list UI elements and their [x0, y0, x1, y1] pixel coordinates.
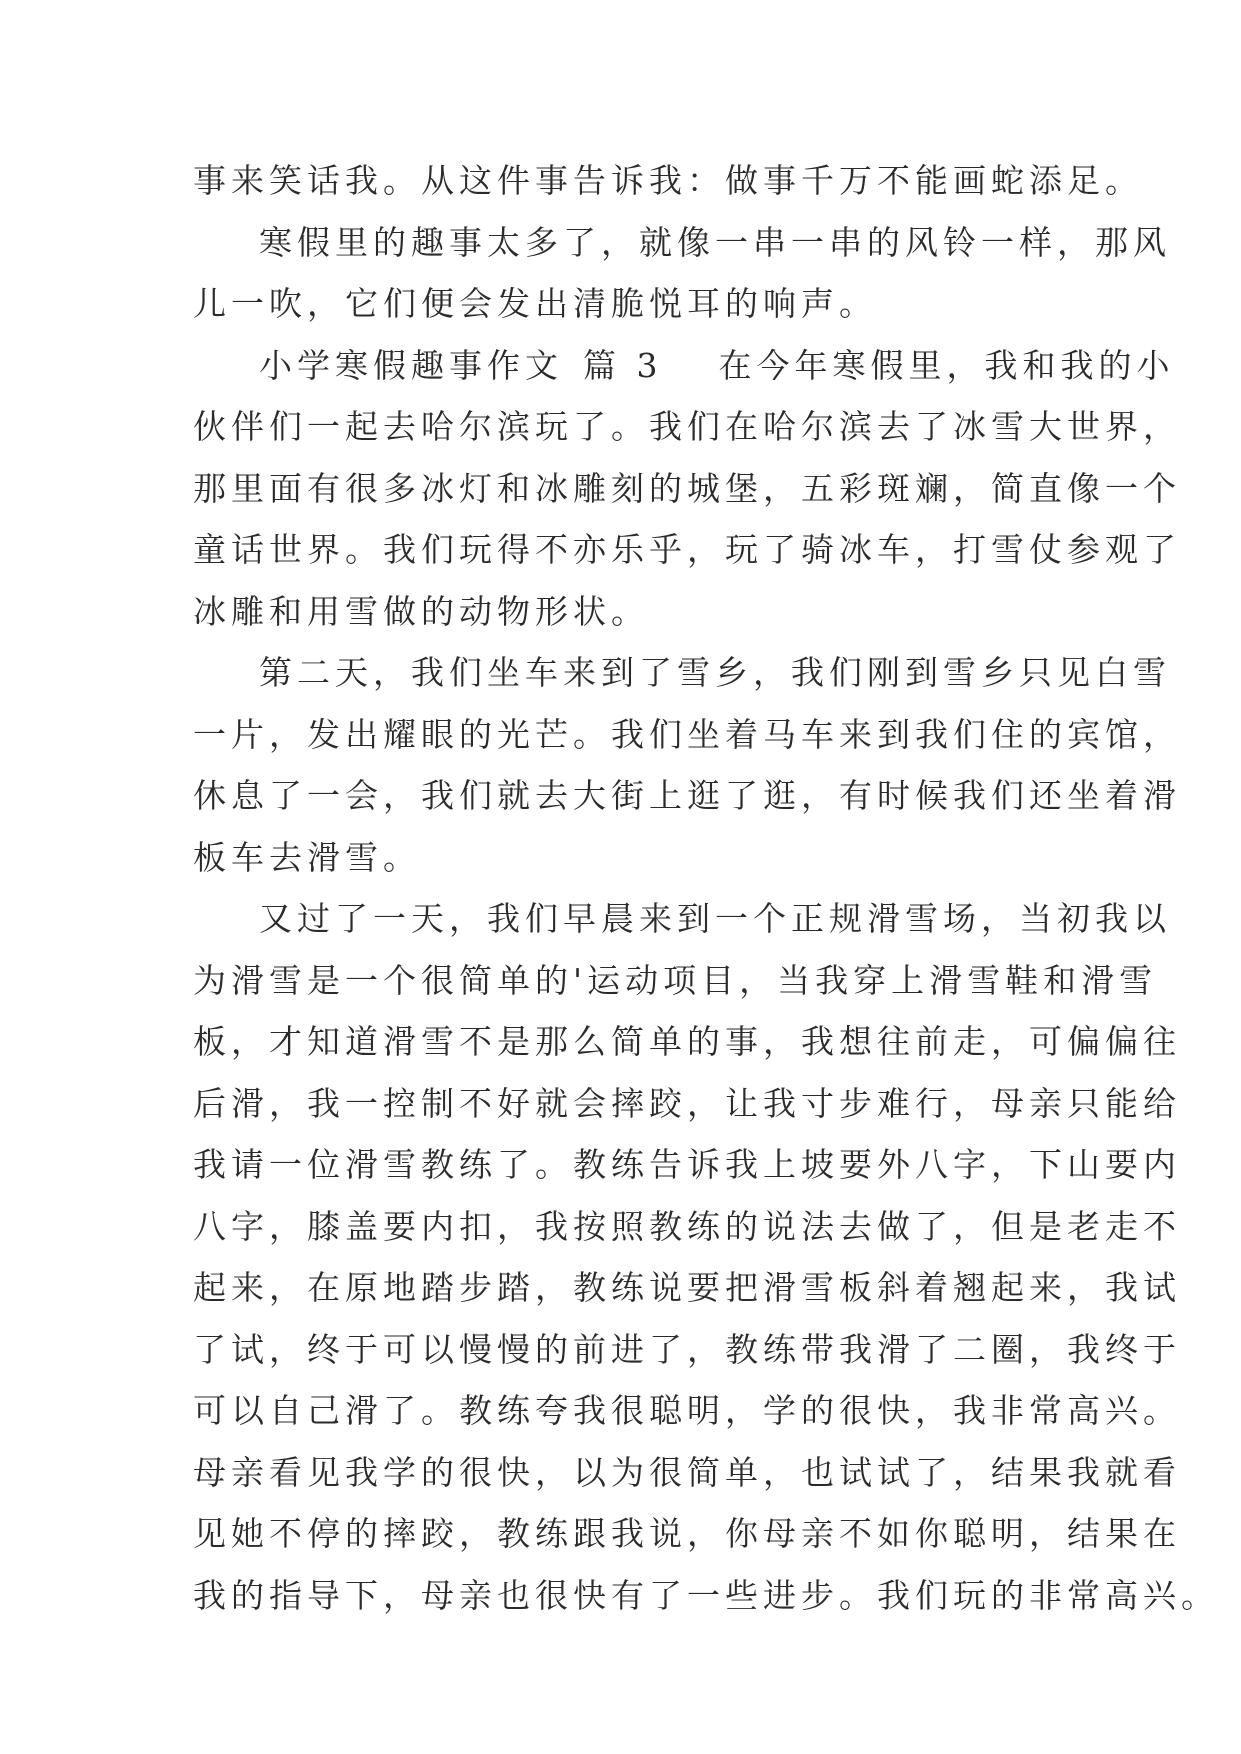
text-line: 了试，终于可以慢慢的前进了，教练带我滑了二圈，我终于: [193, 1329, 1181, 1369]
text-line: 休息了一会，我们就去大街上逛了逛，有时候我们还坐着滑: [193, 776, 1181, 815]
text-line: 板，才知道滑雪不是那么简单的事，我想往前走，可偏偏往: [193, 1022, 1181, 1061]
text-line: 可以自己滑了。教练夸我很聪明，学的很快，我非常高兴。: [193, 1391, 1181, 1430]
text-line: 伙伴们一起去哈尔滨玩了。我们在哈尔滨去了冰雪大世界，: [193, 407, 1181, 446]
text-line: 母亲看见我学的很快，以为很简单，也试试了，结果我就看: [193, 1452, 1181, 1492]
paragraph-start-line: 又过了一天，我们早晨来到一个正规滑雪场，当初我以: [259, 899, 1171, 938]
text-line: 见她不停的摔跤，教练跟我说，你母亲不如你聪明，结果在: [193, 1514, 1181, 1553]
paragraph-start-line: 第二天，我们坐车来到了雪乡，我们刚到雪乡只见白雪: [259, 653, 1171, 692]
text-line: 我请一位滑雪教练了。教练告诉我上坡要外八字，下山要内: [193, 1145, 1181, 1184]
text-line: 起来，在原地踏步踏，教练说要把滑雪板斜着翘起来，我试: [193, 1268, 1181, 1307]
text-line: 儿一吹，它们便会发出清脆悦耳的响声。: [193, 284, 877, 323]
text-line: 事来笑话我。从这件事告诉我：做事千万不能画蛇添足。: [193, 161, 1143, 200]
essay-body: [193, 150, 1219, 1626]
text-line: 在今年寒假里，我和我的小: [718, 345, 1175, 385]
paragraph-start-line: 寒假里的趣事太多了，就像一串一串的风铃一样，那风: [259, 222, 1171, 262]
text-line: 八字，膝盖要内扣，我按照教练的说法去做了，但是老走不: [193, 1206, 1181, 1246]
text-line: 冰雕和用雪做的动物形状。: [193, 591, 649, 631]
text-line: 为滑雪是一个很简单的'运动项目，当我穿上滑雪鞋和滑雪: [193, 960, 1158, 1000]
text-line: 一片，发出耀眼的光芒。我们坐着马车来到我们住的宾馆，: [193, 714, 1181, 754]
section-heading-title: 小学寒假趣事作文: [259, 345, 563, 385]
text-line: 那里面有很多冰灯和冰雕刻的城堡，五彩斑斓，简直像一个: [193, 468, 1181, 508]
section-heading-number: 篇 3: [583, 345, 663, 385]
text-line: 板车去滑雪。: [193, 837, 421, 877]
section-heading-line: [193, 335, 1175, 397]
text-line: 后滑，我一控制不好就会摔跤，让我寸步难行，母亲只能给: [193, 1083, 1181, 1123]
text-line: 童话世界。我们玩得不亦乐乎，玩了骑冰车，打雪仗参观了: [193, 530, 1181, 569]
text-line: 我的指导下，母亲也很快有了一些进步。我们玩的非常高兴。: [193, 1575, 1219, 1615]
